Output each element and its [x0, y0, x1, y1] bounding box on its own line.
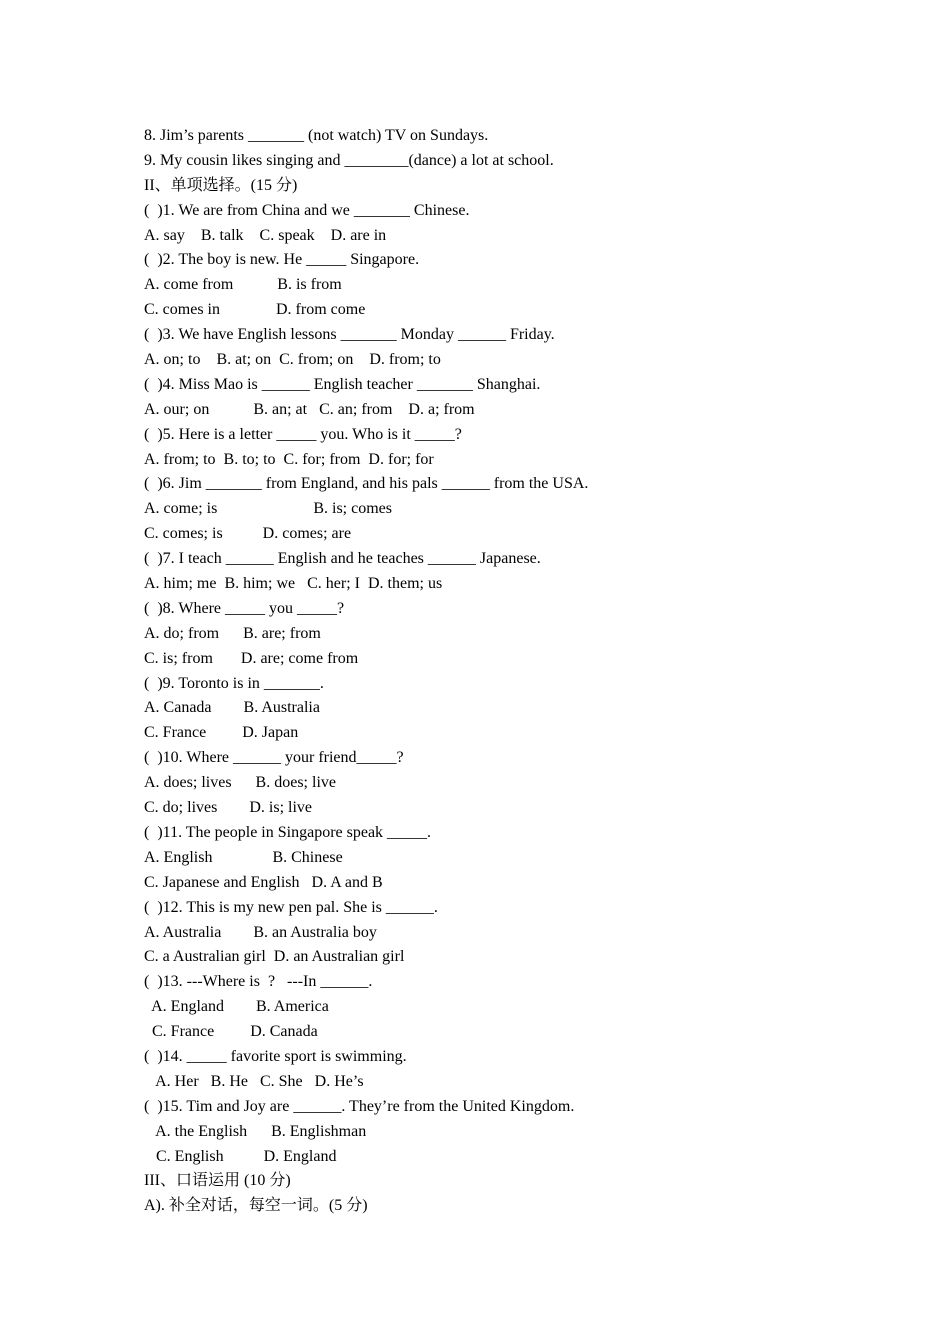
mc-options-8a: A. do; from B. are; from	[144, 624, 321, 642]
mc-question-8: ( )8. Where _____ you _____?	[144, 599, 345, 617]
mc-question-7: ( )7. I teach ______ English and he teaches ______ Japanese.	[144, 550, 541, 568]
mc-question-4: ( )4. Miss Mao is ______ English teacher _______ Shanghai.	[144, 375, 541, 393]
question-8: 8. Jim’s parents _______ (not watch) TV on Sundays.	[144, 127, 489, 144]
mc-options-9b: C. France D. Japan	[144, 724, 299, 742]
mc-question-6: ( )6. Jim _______ from England, and his pals ______ from the USA.	[144, 475, 589, 493]
mc-options-6b: C. comes; is D. comes; are	[144, 525, 352, 543]
document-body	[144, 124, 844, 1219]
question-9: 9. My cousin likes singing and ________(dance) a lot at school.	[144, 151, 554, 169]
mc-options-13a: A. England B. America	[144, 998, 329, 1016]
mc-question-5: ( )5. Here is a letter _____ you. Who is it _____?	[144, 425, 462, 443]
mc-question-15: ( )15. Tim and Joy are ______. They’re from the United Kingdom.	[144, 1097, 575, 1115]
section-iii-a-instruction: A). 补全对话，每空一词。(5 分)	[144, 1197, 368, 1215]
mc-options-11b: C. Japanese and English D. A and B	[144, 873, 383, 891]
mc-question-13: ( )13. ---Where is ? ---In ______.	[144, 973, 373, 991]
section-iii-heading: III、口语运用 (10 分)	[144, 1172, 291, 1190]
mc-options-5: A. from; to B. to; to C. for; from D. for; for	[144, 450, 434, 468]
mc-question-10: ( )10. Where ______ your friend_____?	[144, 749, 404, 767]
mc-options-15b: C. English D. England	[144, 1147, 337, 1165]
mc-options-15a: A. the English B. Englishman	[144, 1122, 367, 1140]
mc-options-12a: A. Australia B. an Australia boy	[144, 923, 377, 941]
section-ii-heading: II、单项选择。(15 分)	[144, 176, 298, 194]
mc-options-2a: A. come from B. is from	[144, 276, 342, 294]
mc-options-2b: C. comes in D. from come	[144, 301, 366, 319]
mc-options-14: A. Her B. He C. She D. He’s	[144, 1072, 364, 1090]
mc-options-10a: A. does; lives B. does; live	[144, 774, 336, 792]
mc-question-11: ( )11. The people in Singapore speak _____.	[144, 823, 432, 841]
mc-question-3: ( )3. We have English lessons _______ Monday ______ Friday.	[144, 326, 555, 344]
mc-question-9: ( )9. Toronto is in _______.	[144, 674, 324, 692]
mc-question-1: ( )1. We are from China and we _______ Chinese.	[144, 201, 470, 219]
mc-question-12: ( )12. This is my new pen pal. She is ______.	[144, 898, 438, 916]
mc-options-4: A. our; on B. an; at C. an; from D. a; from	[144, 400, 475, 418]
mc-options-10b: C. do; lives D. is; live	[144, 799, 312, 817]
mc-options-1: A. say B. talk C. speak D. are in	[144, 226, 387, 244]
mc-options-13b: C. France D. Canada	[144, 1023, 318, 1041]
mc-options-7: A. him; me B. him; we C. her; I D. them; us	[144, 575, 443, 593]
mc-options-6a: A. come; is B. is; comes	[144, 500, 392, 518]
mc-options-12b: C. a Australian girl D. an Australian girl	[144, 948, 405, 966]
mc-options-3: A. on; to B. at; on C. from; on D. from; to	[144, 351, 441, 369]
mc-question-2: ( )2. The boy is new. He _____ Singapore.	[144, 251, 420, 269]
mc-options-9a: A. Canada B. Australia	[144, 699, 320, 717]
mc-question-14: ( )14. _____ favorite sport is swimming.	[144, 1047, 407, 1065]
mc-options-8b: C. is; from D. are; come from	[144, 649, 359, 667]
mc-options-11a: A. English B. Chinese	[144, 848, 343, 866]
